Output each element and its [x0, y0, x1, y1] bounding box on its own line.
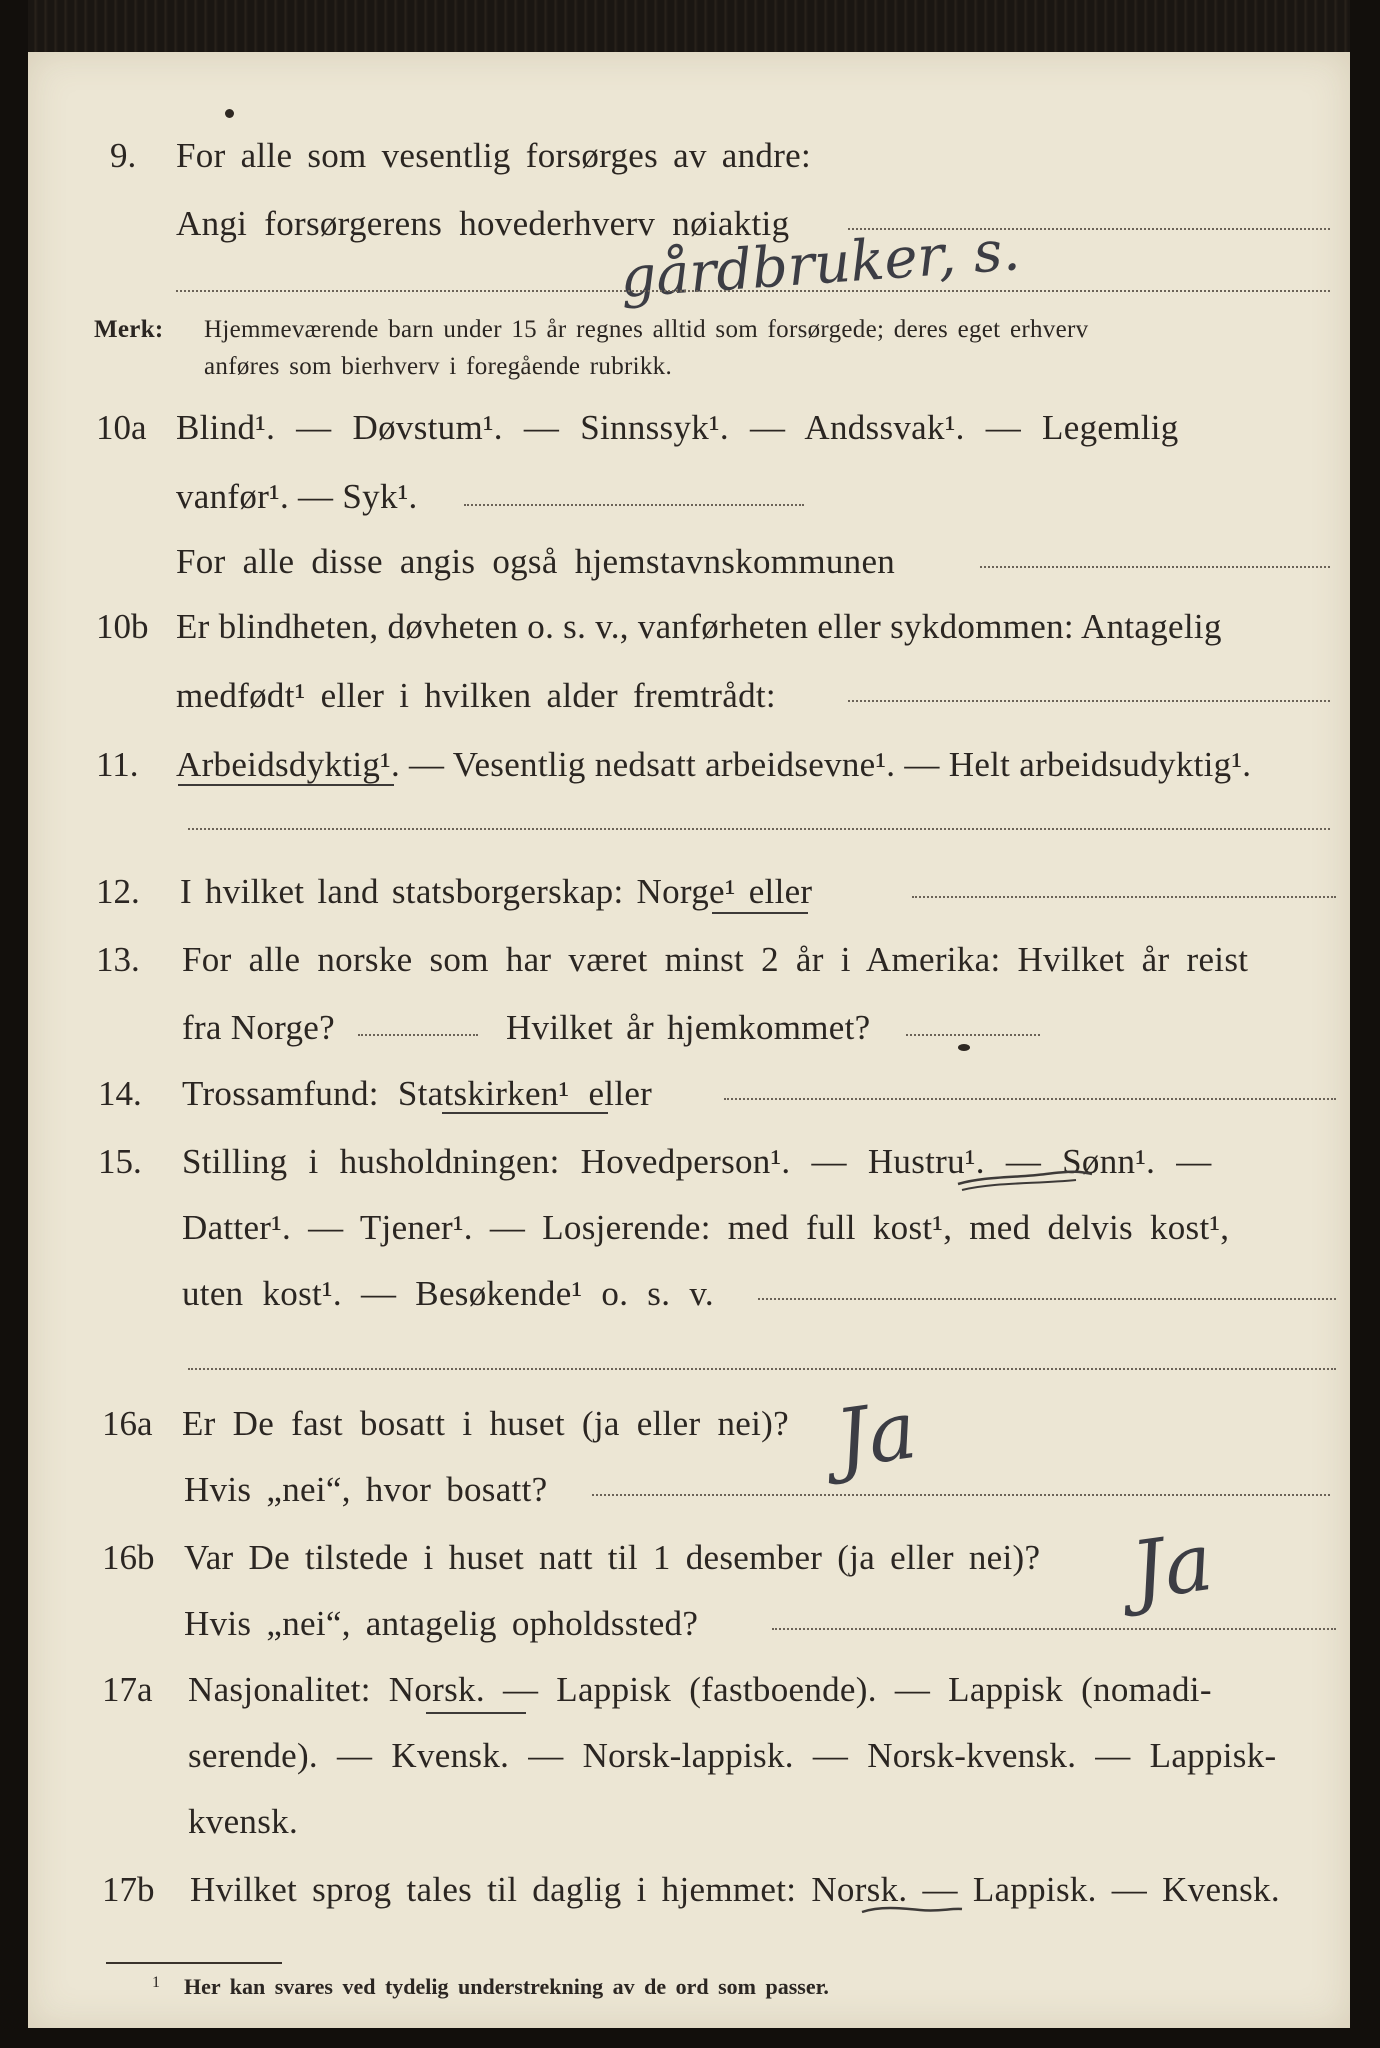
q16b-answer-line	[772, 1628, 1336, 1630]
hustru-underline	[956, 1164, 1094, 1194]
q15-answer-line-2	[188, 1368, 1336, 1370]
q9-answer-line-2	[176, 290, 1330, 292]
footnote-text: Her kan svares ved tydelig understrekning av de ord som passer.	[184, 1974, 829, 1999]
q10b-line1: Er blindheten, døvheten o. s. v., vanførheten eller sykdommen: Antagelig	[176, 607, 1222, 646]
q11-number: 11.	[96, 745, 139, 784]
statskirken-underline	[442, 1112, 608, 1114]
q16b-line1: Var De tilstede i huset natt til 1 desember (ja eller nei)?	[184, 1538, 1041, 1577]
q17a-line2: serende). — Kvensk. — Norsk-lappisk. — Norsk-kvensk. — Lappisk-	[188, 1736, 1277, 1775]
q13-line2b: Hvilket år hjemkommet?	[506, 1008, 871, 1047]
footnote-rule	[106, 1962, 282, 1964]
q16a-line1: Er De fast bosatt i huset (ja eller nei)?	[182, 1404, 789, 1443]
q13-line1: For alle norske som har været minst 2 år i Amerika: Hvilket år reist	[182, 940, 1249, 979]
q15-answer-line-1	[758, 1298, 1336, 1300]
q11-line1: Arbeidsdyktig¹. — Vesentlig nedsatt arbeidsevne¹. — Helt arbeidsudyktig¹.	[176, 745, 1252, 784]
ink-spot	[225, 109, 234, 118]
q13-departure-line	[358, 1034, 478, 1036]
q14-number: 14.	[98, 1074, 142, 1113]
q10a-line1: Blind¹. — Døvstum¹. — Sinnssyk¹. — Andssvak¹. — Legemlig	[176, 408, 1179, 447]
q15-line1: Stilling i husholdningen: Hovedperson¹. — Hustru¹. — Sønn¹. —	[182, 1142, 1212, 1181]
q12-line1: I hvilket land statsborgerskap: Norge¹ eller	[180, 872, 813, 911]
q9-line1: For alle som vesentlig forsørges av andre:	[176, 136, 812, 175]
footnote-mark: 1	[152, 1974, 160, 1991]
q17a-line3: kvensk.	[188, 1802, 299, 1841]
merk-label: Merk:	[94, 316, 164, 343]
q11-answer-line	[188, 828, 1330, 830]
q10a-line3: For alle disse angis også hjemstavnskommunen	[176, 542, 896, 581]
ink-spot	[958, 1044, 970, 1051]
scanner-edge	[28, 0, 1350, 52]
arbeidsdyktig-underline	[178, 784, 394, 786]
q9-handwritten-answer: gårdbruker, s.	[618, 218, 1023, 311]
q10b-number: 10b	[96, 607, 149, 646]
q16b-handwritten-answer: Ja	[1125, 1514, 1218, 1619]
q12-number: 12.	[96, 872, 140, 911]
q14-answer-line	[724, 1098, 1336, 1100]
q13-number: 13.	[96, 940, 140, 979]
q16a-number: 16a	[102, 1404, 153, 1443]
q10a-answer-line	[464, 504, 804, 506]
q10b-line2: medfødt¹ eller i hvilken alder fremtrådt:	[176, 676, 776, 715]
q16a-handwritten-answer: Ja	[829, 1382, 922, 1487]
q16b-line2: Hvis „nei“, antagelig opholdssted?	[184, 1604, 699, 1643]
q17b-number: 17b	[102, 1870, 155, 1909]
q14-line1: Trossamfund: Statskirken¹ eller	[182, 1074, 653, 1113]
q16b-number: 16b	[102, 1538, 155, 1577]
q17a-line1: Nasjonalitet: Norsk. — Lappisk (fastboende). — Lappisk (nomadi-	[188, 1670, 1212, 1709]
q17b-line1: Hvilket sprog tales til daglig i hjemmet: Norsk. — Lappisk. — Kvensk.	[190, 1870, 1280, 1909]
q16a-answer-line	[592, 1494, 1330, 1496]
q12-answer-line	[912, 896, 1336, 898]
q15-line3: uten kost¹. — Besøkende¹ o. s. v.	[182, 1274, 714, 1313]
q15-number: 15.	[98, 1142, 142, 1181]
merk-line2: anføres som bierhverv i foregående rubrikk.	[204, 353, 673, 380]
q9-number: 9.	[110, 136, 137, 175]
norge-underline	[712, 912, 808, 914]
q10a-hometown-line	[980, 566, 1330, 568]
norsk-language-underline	[860, 1900, 964, 1918]
q10a-number: 10a	[96, 408, 147, 447]
q9-line2: Angi forsørgerens hovederhverv nøiaktig	[176, 204, 790, 243]
q15-line2: Datter¹. — Tjener¹. — Losjerende: med full kost¹, med delvis kost¹,	[182, 1208, 1230, 1247]
q10b-answer-line	[848, 700, 1330, 702]
norsk-nationality-underline	[426, 1712, 526, 1714]
q10a-line2: vanfør¹. — Syk¹.	[176, 477, 418, 516]
merk-line1: Hjemmeværende barn under 15 år regnes alltid som forsørgede; deres eget erhverv	[204, 316, 1089, 343]
q16a-line2: Hvis „nei“, hvor bosatt?	[184, 1470, 548, 1509]
q13-line2a: fra Norge?	[182, 1008, 335, 1047]
q13-return-line	[906, 1034, 1040, 1036]
q17a-number: 17a	[102, 1670, 153, 1709]
